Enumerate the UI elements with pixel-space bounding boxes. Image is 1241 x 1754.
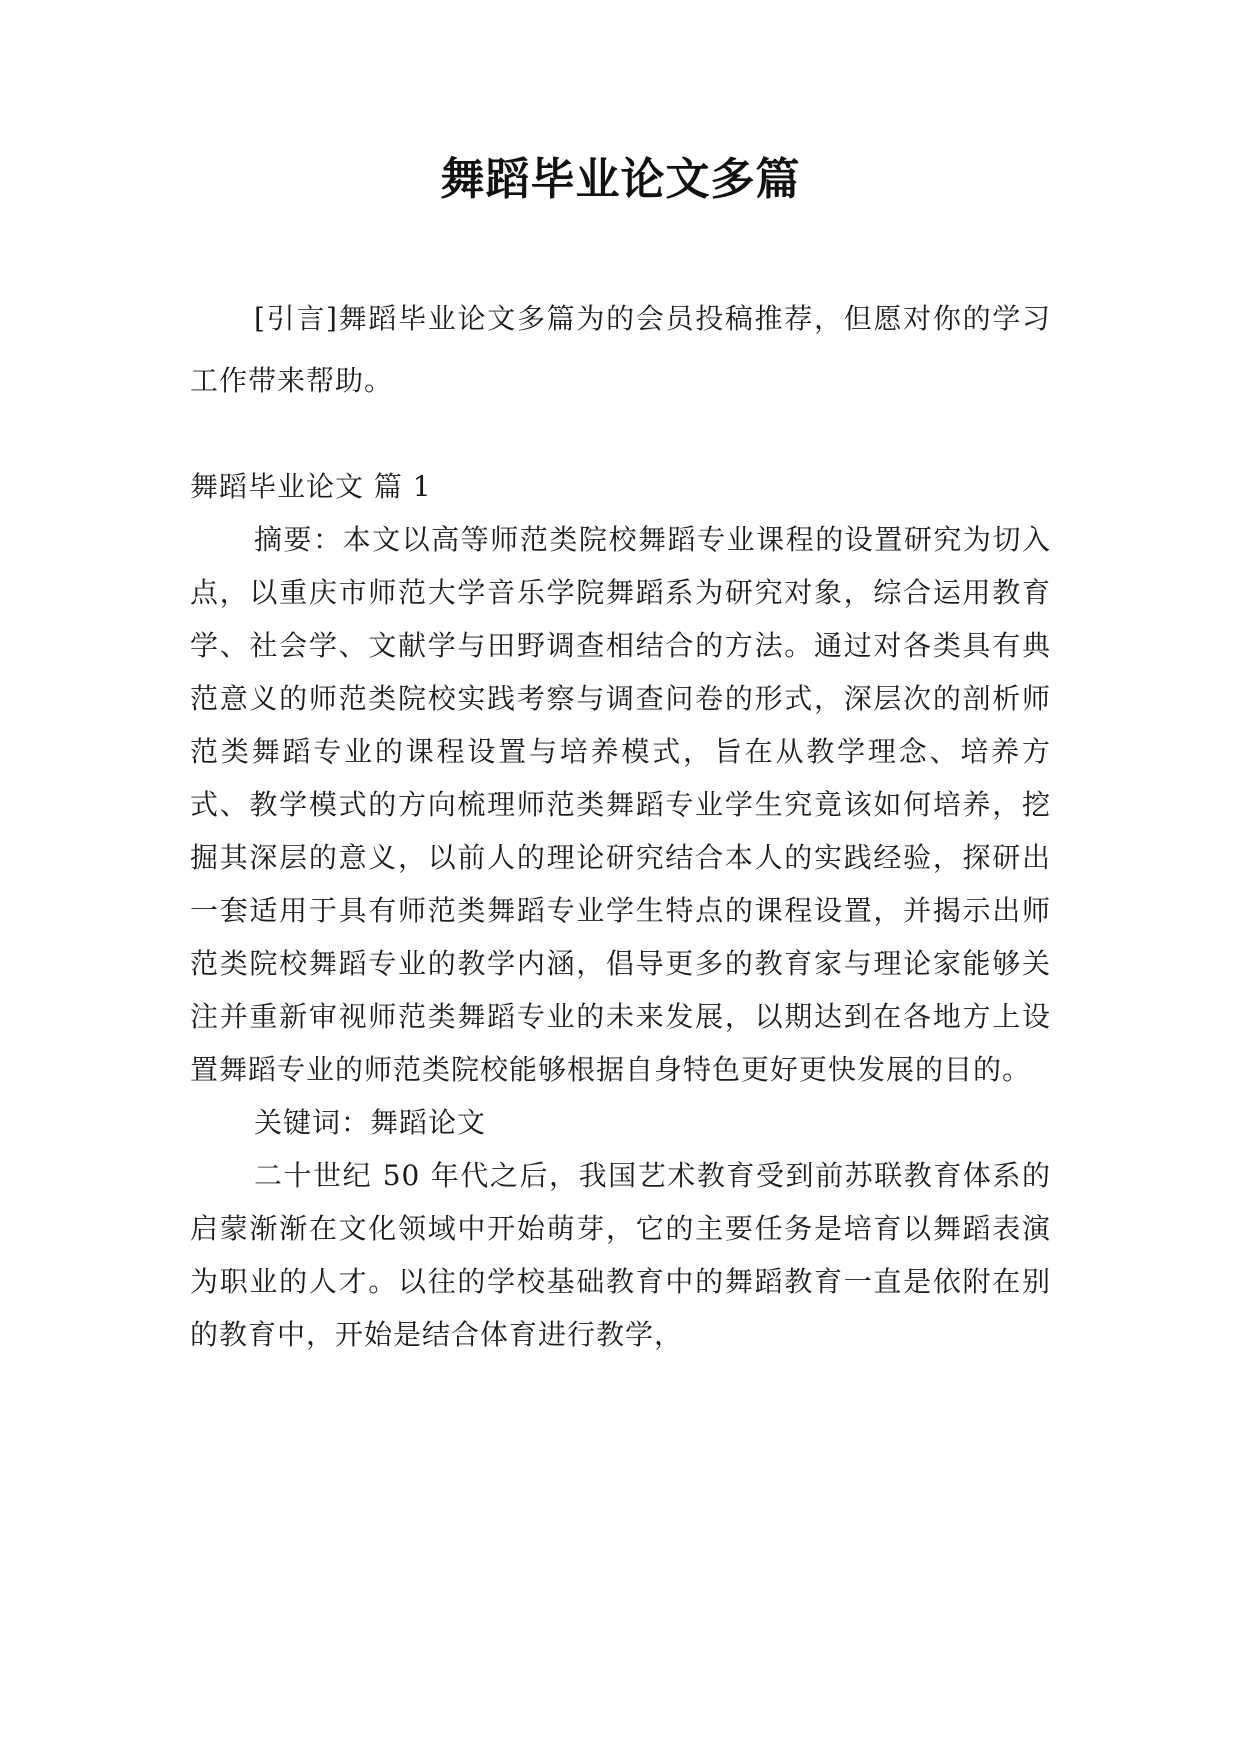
content-block: [190, 460, 1051, 1361]
intro-paragraph: [引言]舞蹈毕业论文多篇为的会员投稿推荐，但愿对你的学习工作带来帮助。: [190, 302, 1051, 397]
document-title: 舞蹈毕业论文多篇: [440, 154, 801, 205]
body-paragraph: 二十世纪 50 年代之后，我国艺术教育受到前苏联教育体系的启蒙渐渐在文化领域中开始萌芽，它的主要任务是培育以舞蹈表演为职业的人才。以往的学校基础教育中的舞蹈教育一直是依附在别的教育中，开始是结合体育进行教学，: [190, 1159, 1051, 1351]
keywords-paragraph: 关键词：舞蹈论文: [254, 1106, 487, 1139]
section-heading: 舞蹈毕业论文 篇 1: [190, 470, 432, 503]
intro-block: [190, 288, 1051, 412]
abstract-paragraph: 摘要：本文以高等师范类院校舞蹈专业课程的设置研究为切入点，以重庆市师范大学音乐学院舞蹈系为研究对象，综合运用教育学、社会学、文献学与田野调查相结合的方法。通过对各类具有典范意义的师范类院校实践考察与调查问卷的形式，深层次的剖析师范类舞蹈专业的课程设置与培养模式，旨在从教学理念、培养方式、教学模式的方向梳理师范类舞蹈专业学生究竟该如何培养，挖掘其深层的意义，以前人的理论研究结合本人的实践经验，探研出一套适用于具有师范类舞蹈专业学生特点的课程设置，并揭示出师范类院校舞蹈专业的教学内涵，倡导更多的教育家与理论家能够关注并重新审视师范类舞蹈专业的未来发展，以期达到在各地方上设置舞蹈专业的师范类院校能够根据自身特色更好更快发展的目的。: [190, 523, 1051, 1086]
